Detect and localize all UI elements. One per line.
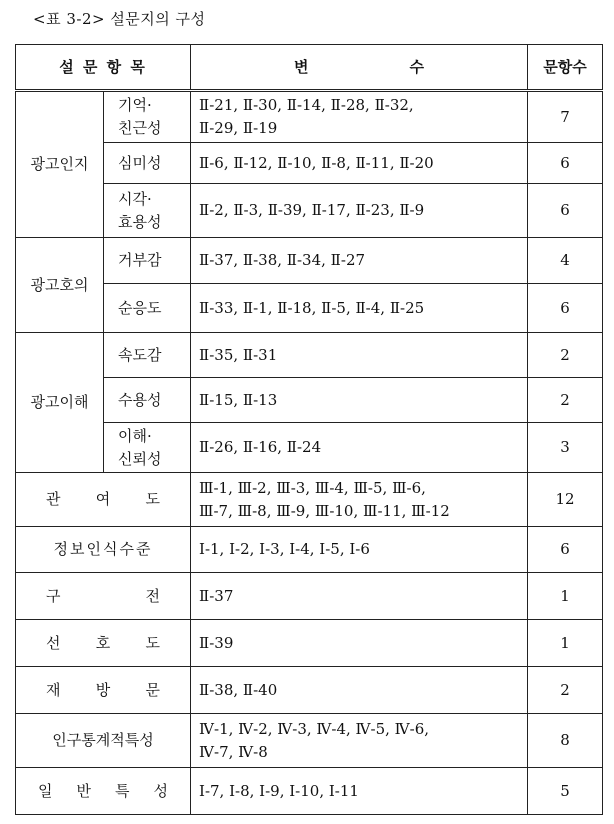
count-cell: 4 — [528, 238, 603, 284]
count-cell: 6 — [528, 527, 603, 573]
header-var-right: 수 — [409, 57, 425, 76]
count-cell: 2 — [528, 333, 603, 378]
variables-cell: Ⅱ-35, Ⅱ-31 — [191, 333, 528, 378]
table-row — [16, 714, 603, 768]
table-row — [16, 768, 603, 815]
count-cell: 1 — [528, 620, 603, 667]
table-row — [16, 284, 603, 333]
header-variables — [191, 45, 528, 91]
header-row — [16, 45, 603, 91]
variables-cell: Ⅳ-1, Ⅳ-2, Ⅳ-3, Ⅳ-4, Ⅳ-5, Ⅳ-6, Ⅳ-7, Ⅳ-8 — [191, 714, 528, 768]
variables-cell: Ⅱ-6, Ⅱ-12, Ⅱ-10, Ⅱ-8, Ⅱ-11, Ⅱ-20 — [191, 143, 528, 184]
survey-structure-table — [15, 44, 603, 815]
variables-cell: Ⅰ-1, Ⅰ-2, Ⅰ-3, Ⅰ-4, Ⅰ-5, Ⅰ-6 — [191, 527, 528, 573]
table-row — [16, 143, 603, 184]
count-cell: 12 — [528, 473, 603, 527]
count-cell: 7 — [528, 91, 603, 143]
item-info-level: 정보인식수준 — [16, 527, 191, 573]
count-cell: 6 — [528, 143, 603, 184]
count-cell: 5 — [528, 768, 603, 815]
sub-item: 순응도 — [104, 284, 191, 333]
variables-cell: Ⅱ-21, Ⅱ-30, Ⅱ-14, Ⅱ-28, Ⅱ-32, Ⅱ-29, Ⅱ-19 — [191, 91, 528, 143]
item-revisit: 재 방 문 — [16, 667, 191, 714]
table-row — [16, 527, 603, 573]
item-demographic: 인구통계적특성 — [16, 714, 191, 768]
header-count: 문항수 — [528, 45, 603, 91]
variables-cell: Ⅲ-1, Ⅲ-2, Ⅲ-3, Ⅲ-4, Ⅲ-5, Ⅲ-6, Ⅲ-7, Ⅲ-8, Ⅲ-9, Ⅲ-10, Ⅲ-11, Ⅲ-12 — [191, 473, 528, 527]
table-row — [16, 423, 603, 473]
header-survey-item: 설 문 항 목 — [16, 45, 191, 91]
sub-item: 수용성 — [104, 378, 191, 423]
sub-item: 속도감 — [104, 333, 191, 378]
sub-item: 거부감 — [104, 238, 191, 284]
table-row — [16, 91, 603, 143]
table-row — [16, 473, 603, 527]
table-row — [16, 620, 603, 667]
variables-cell: Ⅱ-37, Ⅱ-38, Ⅱ-34, Ⅱ-27 — [191, 238, 528, 284]
sub-item: 기억· 친근성 — [104, 91, 191, 143]
count-cell: 6 — [528, 184, 603, 238]
count-cell: 6 — [528, 284, 603, 333]
variables-cell: Ⅱ-39 — [191, 620, 528, 667]
variables-cell: Ⅱ-26, Ⅱ-16, Ⅱ-24 — [191, 423, 528, 473]
count-cell: 2 — [528, 378, 603, 423]
variables-cell: Ⅱ-33, Ⅱ-1, Ⅱ-18, Ⅱ-5, Ⅱ-4, Ⅱ-25 — [191, 284, 528, 333]
count-cell: 2 — [528, 667, 603, 714]
group-name: 광고이해 — [16, 333, 104, 473]
item-general: 일 반 특 성 — [16, 768, 191, 815]
count-cell: 8 — [528, 714, 603, 768]
table-row — [16, 667, 603, 714]
variables-cell: Ⅱ-15, Ⅱ-13 — [191, 378, 528, 423]
variables-cell: Ⅱ-37 — [191, 573, 528, 620]
count-cell: 1 — [528, 573, 603, 620]
variables-cell: Ⅱ-2, Ⅱ-3, Ⅱ-39, Ⅱ-17, Ⅱ-23, Ⅱ-9 — [191, 184, 528, 238]
variables-cell: Ⅰ-7, Ⅰ-8, Ⅰ-9, Ⅰ-10, Ⅰ-11 — [191, 768, 528, 815]
table-row — [16, 238, 603, 284]
group-name: 광고호의 — [16, 238, 104, 333]
header-var-left: 변 — [294, 57, 309, 76]
item-preference: 선 호 도 — [16, 620, 191, 667]
table-row — [16, 333, 603, 378]
table-caption: <표 3-2> 설문지의 구성 — [33, 10, 206, 28]
sub-item: 심미성 — [104, 143, 191, 184]
sub-item: 시각· 효용성 — [104, 184, 191, 238]
table-row — [16, 184, 603, 238]
count-cell: 3 — [528, 423, 603, 473]
group-name: 광고인지 — [16, 91, 104, 238]
item-word-of-mouth: 구 전 — [16, 573, 191, 620]
sub-item: 이해· 신뢰성 — [104, 423, 191, 473]
table-row — [16, 378, 603, 423]
variables-cell: Ⅱ-38, Ⅱ-40 — [191, 667, 528, 714]
item-involvement: 관 여 도 — [16, 473, 191, 527]
table-row — [16, 573, 603, 620]
